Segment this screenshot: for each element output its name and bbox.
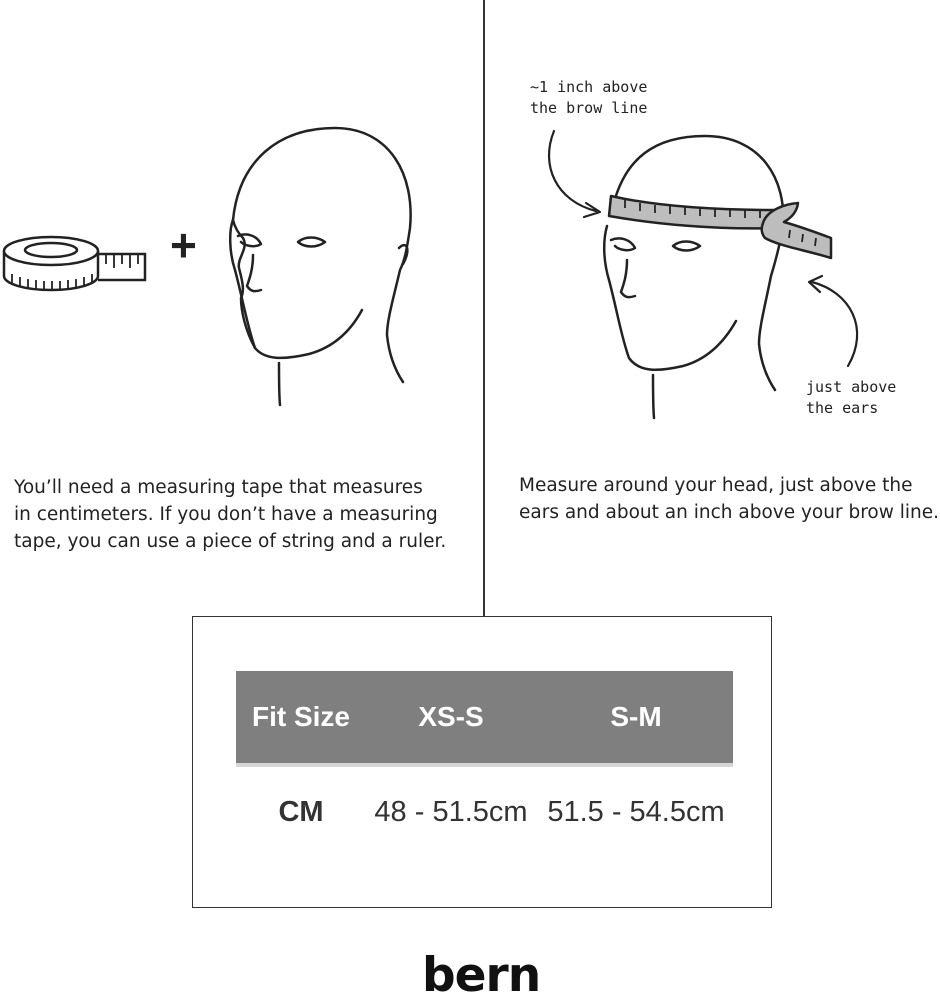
caption-line: in centimeters. If you don’t have a measuring [14, 504, 438, 525]
arrow-icon [540, 125, 615, 225]
bern-logo: bern [422, 948, 541, 1003]
annotation-ears [806, 377, 896, 419]
caption-line: ears and about an inch above your brow line. [519, 502, 939, 523]
annotation-line: ~1 inch above [530, 78, 648, 96]
arrow-icon [800, 272, 870, 372]
caption-left [14, 474, 446, 555]
header-s-m: S-M [610, 701, 662, 732]
caption-right [519, 472, 939, 526]
head-outline-icon [225, 120, 425, 410]
header-fit-size: Fit Size [251, 701, 350, 732]
value-s-m: 51.5 - 54.5cm [547, 796, 725, 828]
row-label-cm: CM [278, 796, 324, 828]
annotation-line: the brow line [530, 99, 648, 117]
measuring-tape-icon [0, 230, 150, 300]
size-chart [192, 616, 772, 908]
plus-icon: + [170, 219, 197, 271]
center-divider [483, 0, 485, 616]
value-xs-s: 48 - 51.5cm [374, 796, 528, 828]
size-chart-header [236, 671, 733, 767]
caption-line: You’ll need a measuring tape that measures [14, 477, 423, 498]
annotation-line: the ears [806, 399, 879, 417]
caption-line: tape, you can use a piece of string and a ruler. [14, 531, 447, 552]
header-xs-s: XS-S [418, 701, 484, 732]
caption-line: Measure around your head, just above the [519, 475, 913, 496]
annotation-line: just above [806, 378, 897, 396]
annotation-brow [530, 77, 647, 119]
